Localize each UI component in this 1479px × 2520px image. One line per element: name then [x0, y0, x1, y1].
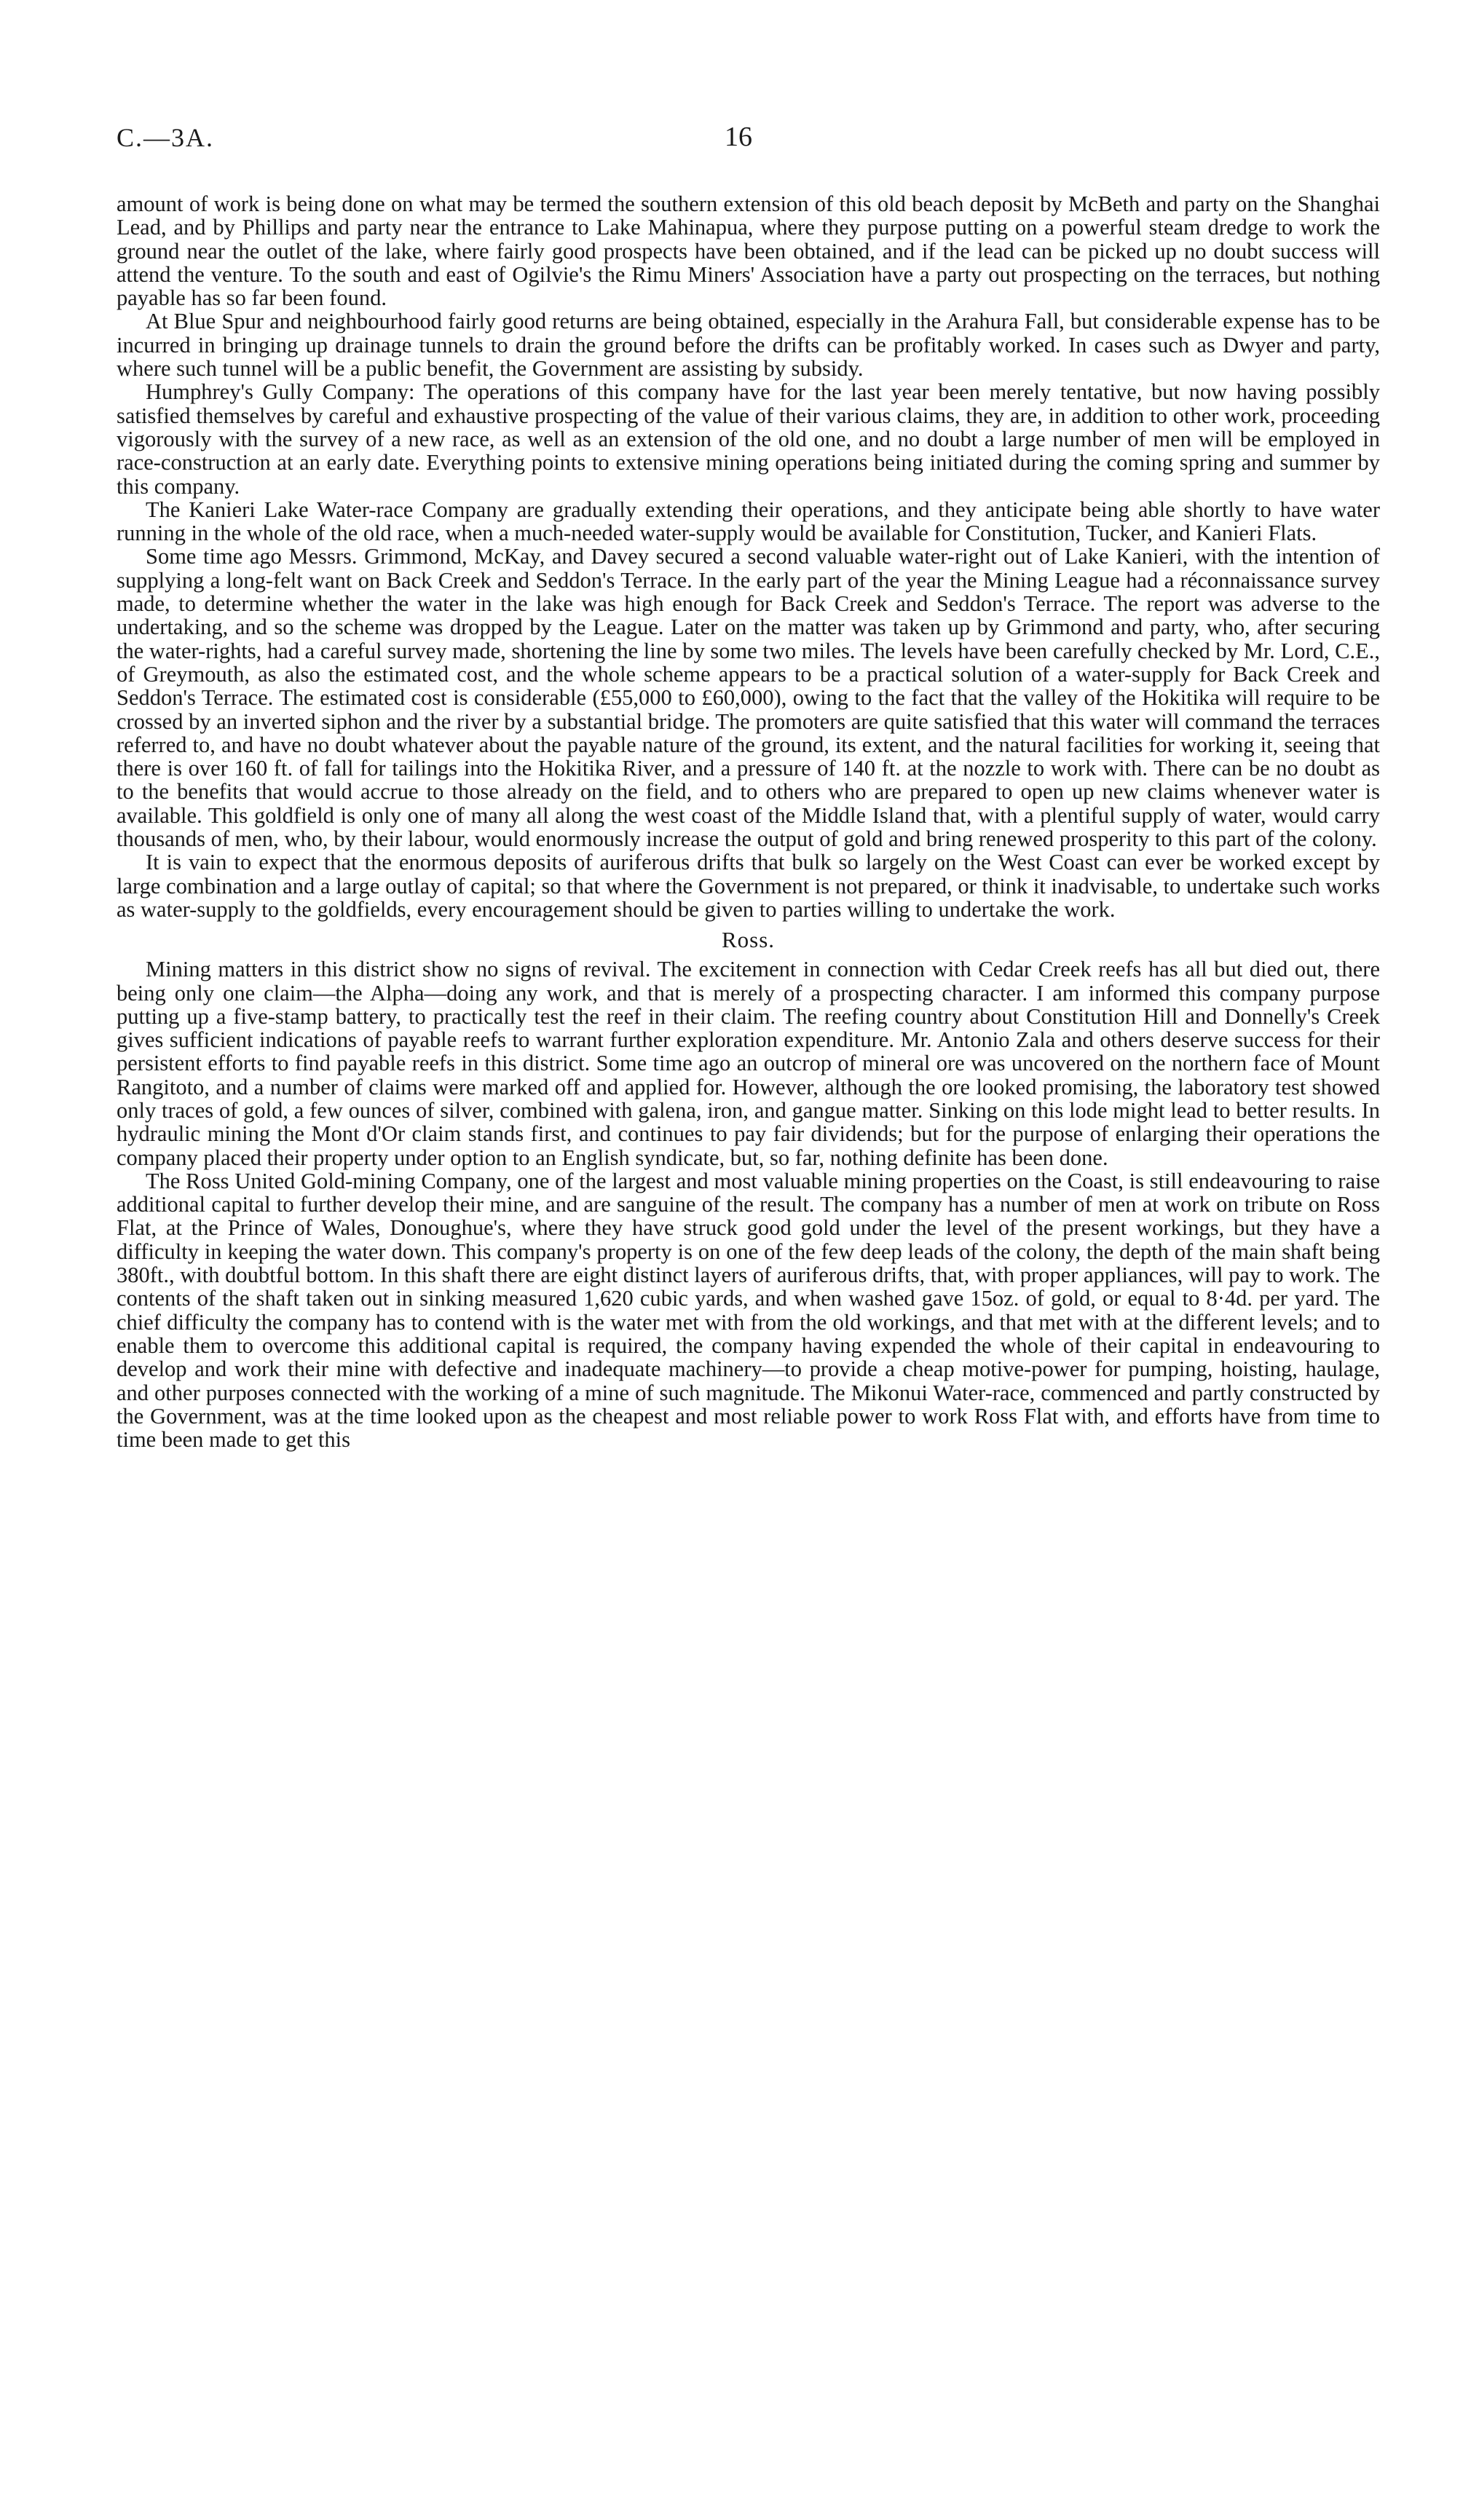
paragraph: It is vain to expect that the enormous deposits of auriferous drifts that bulk so largely on the West Coast can ever be worked except by large combination and a large outlay of capital; so that where the Government is not prepared, or think it inadvisable, to undertake such works as water-supply to the goldfields, every encouragement should be given to parties willing to undertake the work. — [117, 850, 1380, 922]
page-number: 16 — [725, 122, 752, 152]
paragraph: The Kanieri Lake Water-race Company are gradually extending their operations, and they anticipate being able shortly to have water running in the whole of the old race, when a much-needed water-supply would be available for Constitution, Tucker, and Kanieri Flats. — [117, 497, 1380, 546]
paragraph: Some time ago Messrs. Grimmond, McKay, and Davey secured a second valuable water-right out of Lake Kanieri, with the intention of supplying a long-felt want on Back Creek and Seddon's Terrace. In the early part of the year the Mining League had a réconnaissance survey made, to determine whether the water in the lake was high enough for Back Creek and Seddon's Terrace. The report was adverse to the undertaking, and so the scheme was dropped by the League. Later on the matter was taken up by Grimmond and party, who, after securing the water-rights, had a careful survey made, shortening the line by some two miles. The levels have been carefully checked by Mr. Lord, C.E., of Greymouth, as also the estimated cost, and the whole scheme appears to be a practical solution of a water-supply for Back Creek and Seddon's Terrace. The estimated cost is considerable (£55,000 to £60,000), owing to the fact that the valley of the Hokitika will require to be crossed by an inverted siphon and the river by a substantial bridge. The promoters are quite satisfied that this water will command the terraces referred to, and have no doubt whatever about the payable nature of the ground, its extent, and the natural facilities for working it, seeing that there is over 160 ft. of fall for tailings into the Hokitika River, and a pressure of 140 ft. at the nozzle to work with. There can be no doubt as to the benefits that would accrue to those already on the field, and to others who are prepared to open up new claims whenever water is available. This goldfield is only one of many all along the west coast of the Middle Island that, with a plentiful supply of water, would carry thousands of men, who, by their labour, would enormously increase the output of gold and bring renewed prosperity to this part of the colony. — [117, 544, 1380, 852]
paragraph: amount of work is being done on what may be termed the southern extension of this old beach deposit by McBeth and party on the Shanghai Lead, and by Phillips and party near the entrance to Lake Mahinapua, where they purpose putting on a powerful steam dredge to work the ground near the outlet of the lake, where fairly good prospects have been obtained, and if the lead can be picked up no doubt success will attend the venture. To the south and east of Ogilvie's the Rimu Miners' Association have a party out prospecting on the terraces, but nothing payable has so far been found. — [117, 191, 1380, 311]
paragraph: Humphrey's Gully Company: The operations of this company have for the last year been merely tentative, but now having possibly satisfied themselves by careful and exhaustive prospecting of the value of their various claims, they are, in addition to other work, proceeding vigorously with the survey of a new race, as well as an extension of the old one, and no doubt a large number of men will be employed in race-construction at an early date. Everything points to extensive mining operations being initiated during the coming spring and summer by this company. — [117, 379, 1380, 499]
paragraph: Mining matters in this district show no signs of revival. The excitement in connection with Cedar Creek reefs has all but died out, there being only one claim—the Alpha—doing any work, and that is merely of a prospecting character. I am informed this company purpose putting up a five-stamp battery, to practically test the reef in their claim. The reefing country about Constitution Hill and Donnelly's Creek gives sufficient indications of payable reefs to warrant further exploration expenditure. Mr. Antonio Zala and others deserve success for their persistent efforts to find payable reefs in this district. Some time ago an outcrop of mineral ore was uncovered on the northern face of Mount Rangitoto, and a number of claims were marked off and applied for. However, although the ore looked promising, the laboratory test showed only traces of gold, a few ounces of silver, combined with galena, iron, and gangue matter. Sinking on this lode might lead to better results. In hydraulic mining the Mont d'Or claim stands first, and continues to pay fair dividends; but for the purpose of enlarging their operations the company placed their property under option to an English syndicate, but, so far, nothing definite has been done. — [117, 957, 1380, 1170]
body-text — [117, 192, 1380, 1451]
document-page — [117, 109, 1380, 1451]
document-reference: C.—3A. — [117, 123, 215, 152]
paragraph: At Blue Spur and neighbourhood fairly good returns are being obtained, especially in the Arahura Fall, but considerable expense has to be incurred in bringing up drainage tunnels to drain the ground before the drifts can be profitably worked. In cases such as Dwyer and party, where such tunnel will be a public benefit, the Government are assisting by subsidy. — [117, 309, 1380, 382]
section-heading-ross: Ross. — [721, 927, 776, 953]
page-header — [117, 109, 1380, 167]
paragraph: The Ross United Gold-mining Company, one of the largest and most valuable mining properties on the Coast, is still endeavouring to raise additional capital to further develop their mine, and are sanguine of the result. The company has a number of men at work on tribute on Ross Flat, at the Prince of Wales, Donoughue's, where they have struck good gold under the level of the present workings, but they have a difficulty in keeping the water down. This company's property is on one of the few deep leads of the colony, the depth of the main shaft being 380ft., with doubtful bottom. In this shaft there are eight distinct layers of auriferous drifts, that, with proper appliances, will pay to work. The contents of the shaft taken out in sinking measured 1,620 cubic yards, and when washed gave 15oz. of gold, or equal to 8·4d. per yard. The chief difficulty the company has to contend with is the water met with from the old workings, and that met with at the different levels; and to enable them to overcome this additional capital is required, the company having expended the whole of their capital in endeavouring to develop and work their mine with defective and inadequate machinery—to provide a cheap motive-power for pumping, hoisting, haulage, and other purposes connected with the working of a mine of such magnitude. The Mikonui Water-race, commenced and partly constructed by the Government, was at the time looked upon as the cheapest and most reliable power to work Ross Flat with, and efforts have from time to time been made to get this — [117, 1168, 1380, 1453]
